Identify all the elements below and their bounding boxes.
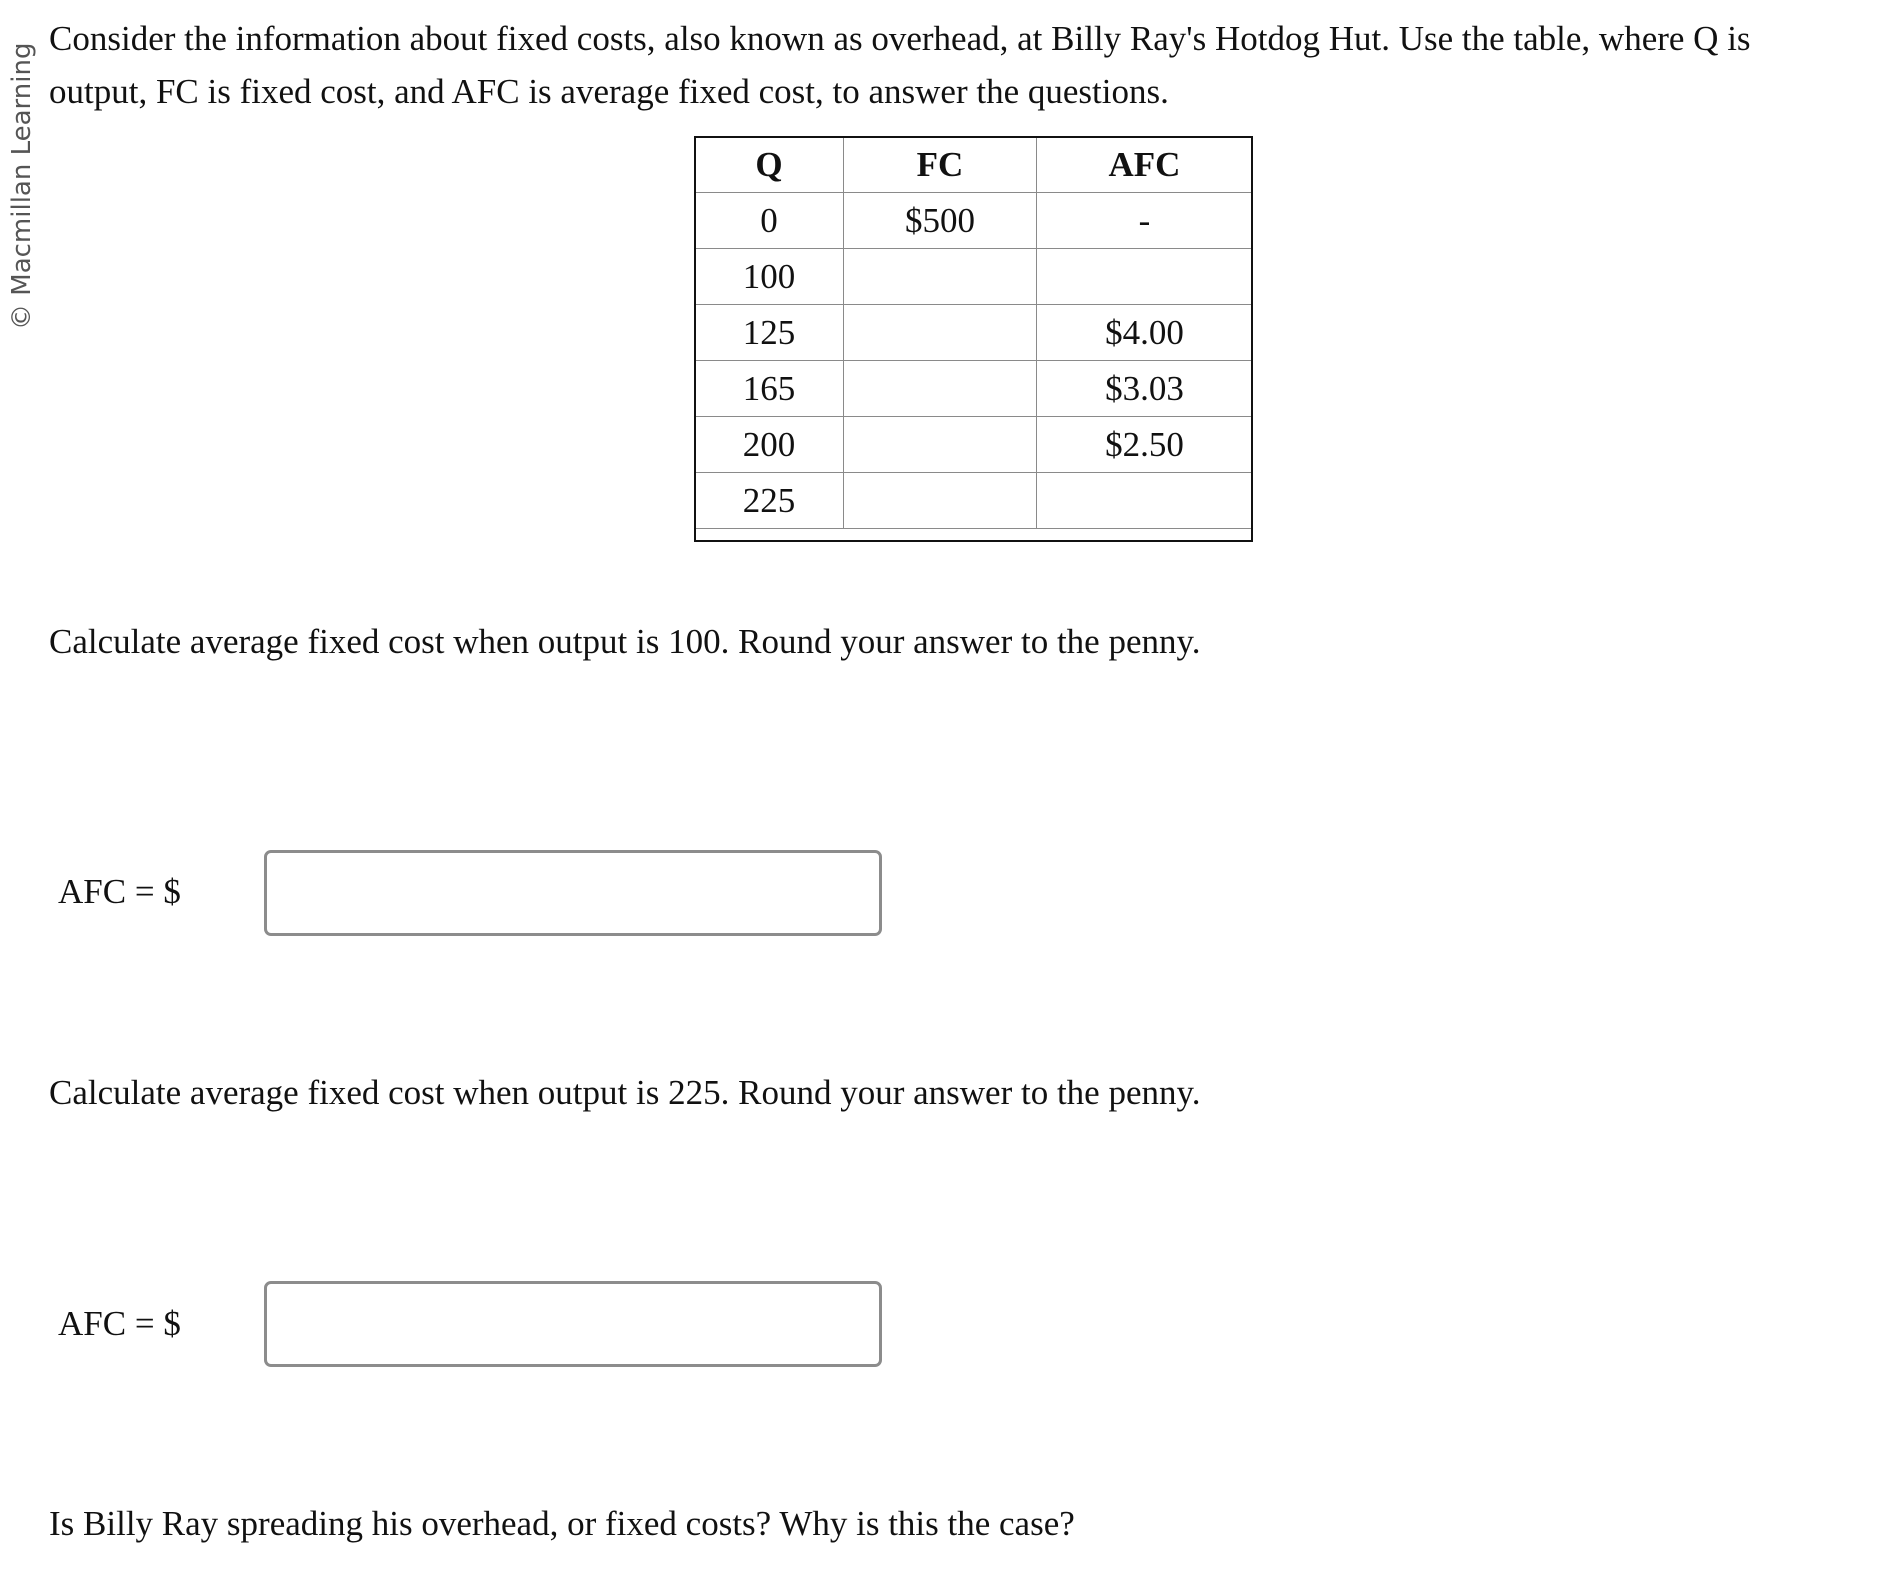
table-row (695, 417, 1253, 473)
question-afc-100: Calculate average fixed cost when output is 100. Round your answer to the penny. (49, 622, 1201, 661)
table-cell-q: 0 (695, 193, 844, 249)
table-cell-fc (844, 305, 1037, 361)
table-cell-afc: - (1037, 193, 1253, 249)
table-cell-afc (1037, 249, 1253, 305)
table-cell-fc (844, 473, 1037, 529)
table-cell-afc (1037, 473, 1253, 529)
table-cell-afc: $2.50 (1037, 417, 1253, 473)
table-cell-afc: $3.03 (1037, 361, 1253, 417)
afc-225-input[interactable] (264, 1281, 882, 1367)
column-header-fc: FC (844, 137, 1037, 193)
question-spreading-overhead: Is Billy Ray spreading his overhead, or fixed costs? Why is this the case? (49, 1504, 1075, 1543)
table-cell-q: 125 (695, 305, 844, 361)
table-cell-fc (844, 417, 1037, 473)
afc-100-input[interactable] (264, 850, 882, 936)
table-row (695, 361, 1253, 417)
answer-label-afc-100: AFC = $ (58, 872, 181, 911)
column-header-afc: AFC (1037, 137, 1253, 193)
table-cell-fc (844, 361, 1037, 417)
table-cell-fc: $500 (844, 193, 1037, 249)
table-row (695, 473, 1253, 529)
table-header-row (695, 137, 1253, 193)
table-cell-q: 200 (695, 417, 844, 473)
column-header-q: Q (695, 137, 844, 193)
question-afc-225: Calculate average fixed cost when output is 225. Round your answer to the penny. (49, 1073, 1201, 1112)
table-cell-q: 225 (695, 473, 844, 529)
intro-text: Consider the information about fixed costs, also known as overhead, at Billy Ray's Hotdog Hut. Use the table, where Q is output, FC is fixed cost, and AFC is average fixed cost, to answer the questions. (49, 19, 1751, 111)
copyright-credit: © Macmillan Learning (7, 42, 37, 330)
table-row (695, 305, 1253, 361)
table-cell-fc (844, 249, 1037, 305)
cost-table (694, 136, 1253, 529)
answer-label-afc-225: AFC = $ (58, 1304, 181, 1343)
table-row (695, 249, 1253, 305)
table-cell-afc: $4.00 (1037, 305, 1253, 361)
table-cell-q: 100 (695, 249, 844, 305)
table-cell-q: 165 (695, 361, 844, 417)
table-row (695, 193, 1253, 249)
